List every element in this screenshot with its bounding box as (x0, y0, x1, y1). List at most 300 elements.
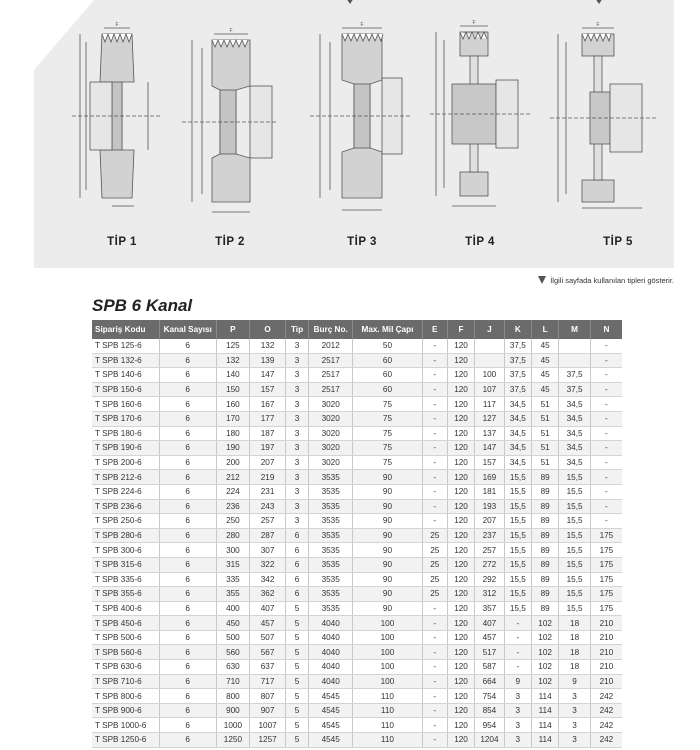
table-cell: 15,5 (559, 484, 591, 499)
table-cell: 90 (353, 572, 422, 587)
table-cell: 307 (250, 543, 286, 558)
table-cell: 15,5 (504, 470, 531, 485)
table-cell: 15,5 (559, 543, 591, 558)
table-cell: 6 (159, 543, 216, 558)
table-cell: 89 (531, 470, 558, 485)
table-cell: 193 (475, 499, 504, 514)
table-cell: 120 (447, 528, 474, 543)
table-cell: 907 (250, 703, 286, 718)
table-cell: 25 (422, 557, 447, 572)
table-cell: 3535 (309, 572, 353, 587)
table-cell: T SPB 160-6 (92, 397, 159, 412)
table-cell: 4040 (309, 660, 353, 675)
table-cell: - (590, 470, 622, 485)
table-cell: - (422, 455, 447, 470)
table-cell: 292 (475, 572, 504, 587)
table-cell: 6 (159, 630, 216, 645)
table-cell: 25 (422, 543, 447, 558)
table-cell: 25 (422, 528, 447, 543)
table-cell: 272 (475, 557, 504, 572)
column-header: Kanal Sayısı (159, 320, 216, 339)
table-cell: 15,5 (504, 514, 531, 529)
table-cell: 90 (353, 543, 422, 558)
table-cell: 175 (590, 557, 622, 572)
table-cell: 3 (285, 484, 308, 499)
svg-text:F: F (229, 28, 233, 34)
table-row (92, 587, 622, 602)
table-row (92, 368, 622, 383)
pulley-type-3-drawing (298, 20, 418, 226)
table-cell: T SPB 355-6 (92, 587, 159, 602)
table-cell: 457 (250, 616, 286, 631)
table-cell: - (422, 499, 447, 514)
table-cell: 34,5 (559, 441, 591, 456)
table-cell: 102 (531, 616, 558, 631)
table-cell: T SPB 1250-6 (92, 733, 159, 748)
table-cell: 4040 (309, 645, 353, 660)
column-header: E (422, 320, 447, 339)
table-cell: 15,5 (559, 557, 591, 572)
table-cell: 197 (250, 441, 286, 456)
table-cell: T SPB 236-6 (92, 499, 159, 514)
table-cell: 5 (285, 703, 308, 718)
table-cell: 4040 (309, 616, 353, 631)
svg-text:F: F (596, 22, 600, 28)
table-cell: 15,5 (559, 514, 591, 529)
table-cell: 18 (559, 630, 591, 645)
table-cell: 6 (159, 382, 216, 397)
table-cell: 177 (250, 411, 286, 426)
table-row (92, 411, 622, 426)
column-header: J (475, 320, 504, 339)
pulley-type-2-drawing (174, 26, 284, 226)
table-cell: 60 (353, 353, 422, 368)
table-cell: T SPB 190-6 (92, 441, 159, 456)
table-cell: 257 (475, 543, 504, 558)
table-cell: 120 (447, 368, 474, 383)
table-cell: 15,5 (559, 470, 591, 485)
table-cell: 1007 (250, 718, 286, 733)
table-cell: 6 (159, 353, 216, 368)
table-cell: 5 (285, 630, 308, 645)
table-cell: - (422, 616, 447, 631)
table-cell: 807 (250, 689, 286, 704)
table-cell: 3 (504, 703, 531, 718)
table-cell: 187 (250, 426, 286, 441)
table-row (92, 601, 622, 616)
table-cell: 6 (159, 601, 216, 616)
table-cell: 219 (250, 470, 286, 485)
table-cell: 854 (475, 703, 504, 718)
table-cell: 110 (353, 703, 422, 718)
table-cell: 114 (531, 689, 558, 704)
table-cell: 6 (159, 484, 216, 499)
table-cell: 250 (216, 514, 250, 529)
table-cell: 150 (216, 382, 250, 397)
table-cell: T SPB 140-6 (92, 368, 159, 383)
table-cell: 120 (447, 572, 474, 587)
table-cell: - (422, 601, 447, 616)
table-cell: T SPB 800-6 (92, 689, 159, 704)
table-cell: 15,5 (559, 601, 591, 616)
table-cell: 237 (475, 528, 504, 543)
note-text: İlgili sayfada kullanılan tipleri gösterir. (550, 276, 674, 285)
table-cell: 9 (559, 674, 591, 689)
table-cell: 630 (216, 660, 250, 675)
table-cell: 300 (216, 543, 250, 558)
table-cell: 3535 (309, 587, 353, 602)
table-row (92, 718, 622, 733)
table-cell: 114 (531, 718, 558, 733)
table-cell: 15,5 (504, 484, 531, 499)
table-cell: 5 (285, 616, 308, 631)
table-cell: 6 (159, 616, 216, 631)
table-cell: 3 (559, 689, 591, 704)
table-cell: 15,5 (559, 572, 591, 587)
table-cell: 137 (475, 426, 504, 441)
table-cell: 4040 (309, 630, 353, 645)
table-cell: 450 (216, 616, 250, 631)
table-cell: 407 (250, 601, 286, 616)
table-cell: T SPB 300-6 (92, 543, 159, 558)
type-4-label: TİP 4 (465, 236, 495, 248)
table-row (92, 703, 622, 718)
table-cell: 210 (590, 630, 622, 645)
table-cell: 169 (475, 470, 504, 485)
table-row (92, 572, 622, 587)
column-header: N (590, 320, 622, 339)
table-cell: - (422, 674, 447, 689)
table-cell: 34,5 (559, 455, 591, 470)
table-cell: 60 (353, 382, 422, 397)
table-cell: 75 (353, 455, 422, 470)
table-cell: 5 (285, 601, 308, 616)
table-cell: 89 (531, 557, 558, 572)
table-cell: 120 (447, 674, 474, 689)
table-cell: 15,5 (504, 572, 531, 587)
table-row (92, 470, 622, 485)
table-cell: - (422, 368, 447, 383)
table-cell: - (422, 718, 447, 733)
table-cell: 110 (353, 689, 422, 704)
table-cell: 6 (159, 557, 216, 572)
table-row (92, 397, 622, 412)
table-cell: 15,5 (504, 543, 531, 558)
table-cell: 6 (159, 368, 216, 383)
pulley-type-4-drawing (426, 18, 536, 218)
table-cell: 120 (447, 543, 474, 558)
table-cell: 3 (285, 499, 308, 514)
table-cell: 3 (285, 397, 308, 412)
table-cell: 125 (216, 339, 250, 353)
table-cell: 120 (447, 397, 474, 412)
table-cell: T SPB 1000-6 (92, 718, 159, 733)
table-cell: 4545 (309, 733, 353, 748)
table-cell: 3 (285, 470, 308, 485)
table-cell: 6 (159, 587, 216, 602)
table-cell: 45 (531, 339, 558, 353)
type-3-label: TİP 3 (347, 236, 377, 248)
table-cell: T SPB 170-6 (92, 411, 159, 426)
table-cell: 37,5 (504, 368, 531, 383)
table-cell: 5 (285, 733, 308, 748)
table-cell: 287 (250, 528, 286, 543)
table-cell: - (590, 397, 622, 412)
table-cell: 2517 (309, 368, 353, 383)
table-cell: 3 (285, 411, 308, 426)
table-cell: 120 (447, 382, 474, 397)
table-cell: 280 (216, 528, 250, 543)
table-cell: - (422, 660, 447, 675)
table-cell: 167 (250, 397, 286, 412)
table-cell: 3 (285, 382, 308, 397)
table-cell: 132 (216, 353, 250, 368)
table-cell: 242 (590, 733, 622, 748)
table-cell: 100 (475, 368, 504, 383)
table-cell: 5 (285, 689, 308, 704)
table-cell: 567 (250, 645, 286, 660)
table-cell: 3020 (309, 455, 353, 470)
pulley-type-diagrams (34, 0, 674, 268)
table-cell: 224 (216, 484, 250, 499)
table-cell: 3 (504, 689, 531, 704)
table-cell: 6 (159, 426, 216, 441)
table-cell: 90 (353, 528, 422, 543)
table-cell: 120 (447, 411, 474, 426)
table-cell: 900 (216, 703, 250, 718)
table-cell: 34,5 (559, 426, 591, 441)
table-cell (475, 353, 504, 368)
table-cell: 6 (159, 660, 216, 675)
table-cell: 120 (447, 470, 474, 485)
table-cell: 242 (590, 718, 622, 733)
spec-table (92, 320, 622, 748)
table-cell: 717 (250, 674, 286, 689)
table-row (92, 426, 622, 441)
table-cell: 6 (159, 441, 216, 456)
table-cell: T SPB 125-6 (92, 339, 159, 353)
table-cell: 60 (353, 368, 422, 383)
table-cell: - (422, 441, 447, 456)
table-cell: 6 (159, 499, 216, 514)
table-cell: 90 (353, 514, 422, 529)
svg-text:F: F (115, 22, 119, 28)
table-row (92, 674, 622, 689)
table-cell: 89 (531, 499, 558, 514)
svg-text:F: F (360, 22, 364, 28)
table-cell: 5 (285, 660, 308, 675)
table-cell: 51 (531, 411, 558, 426)
table-cell: 6 (159, 718, 216, 733)
table-cell: 5 (285, 674, 308, 689)
table-cell: - (422, 353, 447, 368)
table-header-row (92, 320, 622, 339)
table-cell: 322 (250, 557, 286, 572)
table-cell: 75 (353, 397, 422, 412)
table-cell: 25 (422, 572, 447, 587)
table-cell: - (590, 382, 622, 397)
triangle-marker-icon (538, 276, 546, 284)
table-cell: 664 (475, 674, 504, 689)
table-cell: 15,5 (504, 587, 531, 602)
table-cell: 6 (285, 543, 308, 558)
table-cell: 507 (250, 630, 286, 645)
table-cell: 175 (590, 572, 622, 587)
pulley-type-1-drawing (62, 20, 172, 216)
table-cell: 954 (475, 718, 504, 733)
table-cell: 157 (250, 382, 286, 397)
svg-text:F: F (472, 20, 476, 26)
table-cell: 90 (353, 587, 422, 602)
table-cell: 357 (475, 601, 504, 616)
table-cell: 3535 (309, 601, 353, 616)
column-header: P (216, 320, 250, 339)
table-cell: 6 (159, 470, 216, 485)
table-cell: 5 (285, 645, 308, 660)
table-cell: 4040 (309, 674, 353, 689)
table-cell: - (422, 397, 447, 412)
table-cell: 100 (353, 645, 422, 660)
table-cell: 407 (475, 616, 504, 631)
table-cell: 3 (559, 733, 591, 748)
table-cell: 18 (559, 660, 591, 675)
table-cell: 120 (447, 616, 474, 631)
table-cell: 34,5 (504, 441, 531, 456)
table-cell: 560 (216, 645, 250, 660)
table-cell: T SPB 180-6 (92, 426, 159, 441)
table-cell: 6 (159, 339, 216, 353)
table-cell: 147 (475, 441, 504, 456)
table-cell: T SPB 132-6 (92, 353, 159, 368)
table-cell: T SPB 630-6 (92, 660, 159, 675)
table-cell: 110 (353, 718, 422, 733)
table-cell: 110 (353, 733, 422, 748)
table-cell: 102 (531, 645, 558, 660)
table-cell: 102 (531, 630, 558, 645)
table-row (92, 499, 622, 514)
table-cell: 90 (353, 601, 422, 616)
table-cell: 210 (590, 645, 622, 660)
table-cell: 3 (285, 368, 308, 383)
table-cell: 147 (250, 368, 286, 383)
table-cell: 15,5 (559, 528, 591, 543)
table-cell: 3535 (309, 557, 353, 572)
table-cell: T SPB 200-6 (92, 455, 159, 470)
table-cell: 175 (590, 528, 622, 543)
table-cell: 34,5 (559, 397, 591, 412)
column-header: Max. Mil Çapı (353, 320, 422, 339)
table-cell: 754 (475, 689, 504, 704)
table-cell: - (422, 470, 447, 485)
table-cell: - (590, 426, 622, 441)
table-cell: 6 (285, 587, 308, 602)
table-cell: 2012 (309, 339, 353, 353)
table-cell: 210 (590, 674, 622, 689)
table-cell: - (590, 339, 622, 353)
table-cell: - (422, 339, 447, 353)
table-cell: 90 (353, 499, 422, 514)
table-cell: 6 (159, 528, 216, 543)
table-cell: 34,5 (504, 455, 531, 470)
table-cell: 1257 (250, 733, 286, 748)
table-cell: 89 (531, 572, 558, 587)
table-cell: 2517 (309, 382, 353, 397)
table-cell: 200 (216, 455, 250, 470)
table-cell: 6 (159, 397, 216, 412)
table-cell: 75 (353, 426, 422, 441)
table-cell: - (422, 689, 447, 704)
table-cell: 100 (353, 674, 422, 689)
pulley-type-5-drawing (544, 22, 664, 218)
table-cell: 120 (447, 703, 474, 718)
table-cell: 120 (447, 689, 474, 704)
table-cell: 15,5 (504, 601, 531, 616)
table-cell: 89 (531, 528, 558, 543)
table-cell: 3020 (309, 426, 353, 441)
table-cell: 181 (475, 484, 504, 499)
table-cell: T SPB 560-6 (92, 645, 159, 660)
table-cell: - (504, 616, 531, 631)
table-cell: - (422, 411, 447, 426)
table-cell: 2517 (309, 353, 353, 368)
table-cell: 120 (447, 557, 474, 572)
table-cell: 3535 (309, 543, 353, 558)
table-cell: 517 (475, 645, 504, 660)
table-row (92, 353, 622, 368)
table-cell: 132 (250, 339, 286, 353)
table-cell: 4545 (309, 703, 353, 718)
table-cell: 140 (216, 368, 250, 383)
type-note (538, 276, 674, 285)
table-cell: 207 (250, 455, 286, 470)
table-cell: - (504, 645, 531, 660)
table-cell: 3 (504, 718, 531, 733)
table-cell: 6 (159, 514, 216, 529)
table-cell: 800 (216, 689, 250, 704)
table-cell: 4545 (309, 689, 353, 704)
table-cell: 89 (531, 587, 558, 602)
table-cell: - (590, 514, 622, 529)
table-row (92, 382, 622, 397)
table-cell: 180 (216, 426, 250, 441)
table-cell: 1204 (475, 733, 504, 748)
table-row (92, 455, 622, 470)
table-cell: 51 (531, 397, 558, 412)
table-cell: 231 (250, 484, 286, 499)
table-cell: 400 (216, 601, 250, 616)
table-cell: 120 (447, 514, 474, 529)
table-cell: 242 (590, 689, 622, 704)
table-cell: 37,5 (559, 382, 591, 397)
table-cell: 3 (559, 718, 591, 733)
table-cell: 6 (159, 411, 216, 426)
table-cell: 37,5 (504, 382, 531, 397)
table-cell: 1250 (216, 733, 250, 748)
table-row (92, 441, 622, 456)
table-cell: 90 (353, 557, 422, 572)
table-cell: 120 (447, 499, 474, 514)
table-cell: 3 (504, 733, 531, 748)
column-header: K (504, 320, 531, 339)
table-cell: - (590, 455, 622, 470)
table-cell: 242 (590, 703, 622, 718)
table-cell: 37,5 (559, 368, 591, 383)
table-cell: 51 (531, 441, 558, 456)
column-header: Burç No. (309, 320, 353, 339)
table-cell: 710 (216, 674, 250, 689)
table-cell: 243 (250, 499, 286, 514)
table-cell: - (422, 426, 447, 441)
